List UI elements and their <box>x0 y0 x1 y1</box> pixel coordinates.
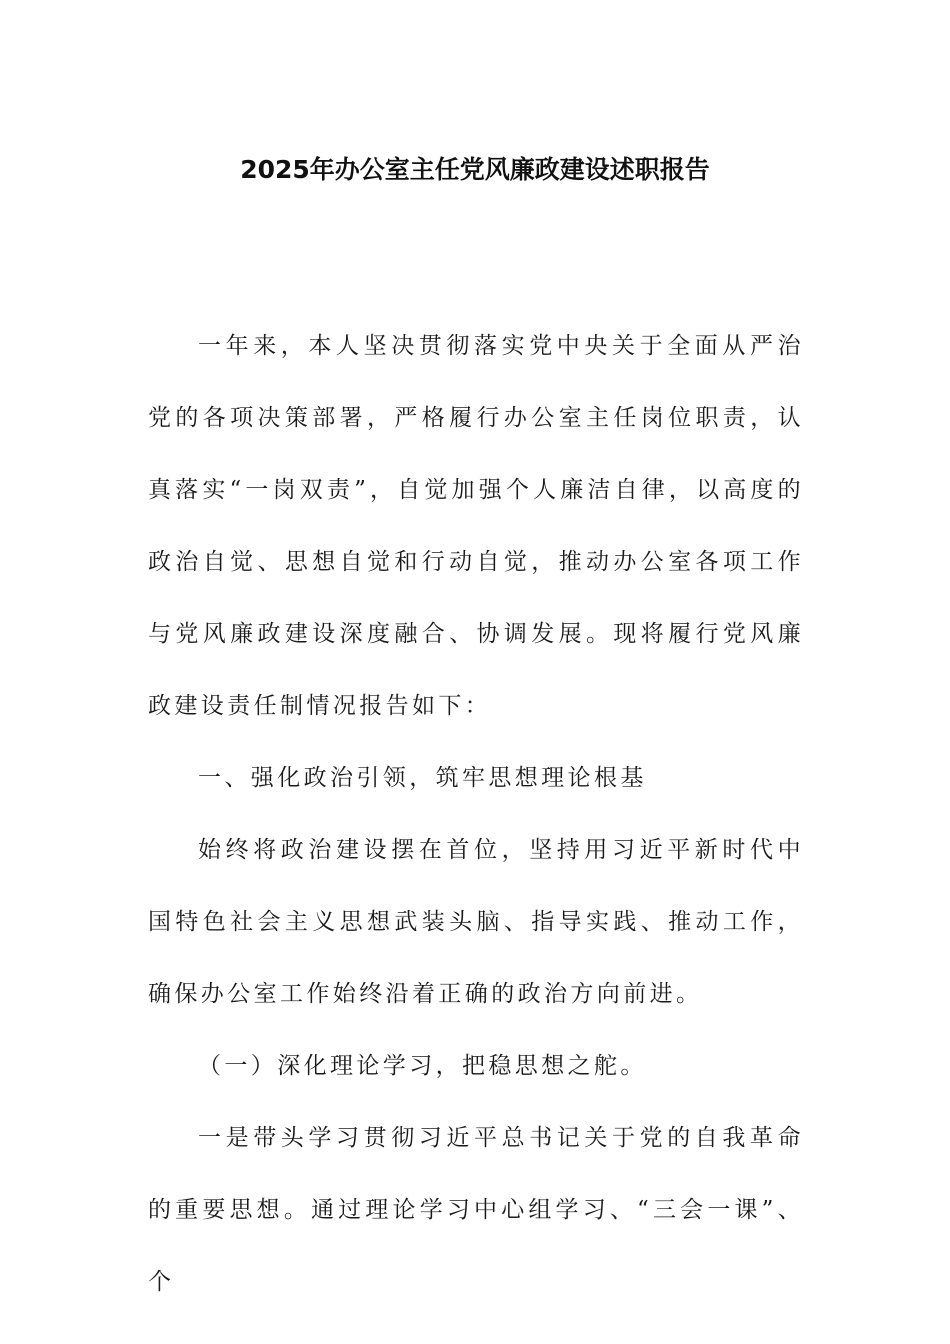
document-body <box>148 310 804 1318</box>
section-1-heading: 一、强化政治引领，筑牢思想理论根基 <box>198 765 647 791</box>
subsection-1-paragraph: 一是带头学习贯彻习近平总书记关于党的自我革命的重要思想。通过理论学习中心组学习、“三会一课”、个 <box>148 1125 804 1295</box>
subsection-1-heading: （一）深化理论学习，把稳思想之舵。 <box>198 1053 647 1079</box>
document-title: 2025年办公室主任党风廉政建设述职报告 <box>240 155 710 184</box>
intro-paragraph: 一年来，本人坚决贯彻落实党中央关于全面从严治党的各项决策部署，严格履行办公室主任岗位职责，认真落实“一岗双责”，自觉加强个人廉洁自律，以高度的政治自觉、思想自觉和行动自觉，推动办公室各项工作与党风廉政建设深度融合、协调发展。现将履行党风廉政建设责任制情况报告如下： <box>148 333 804 719</box>
section-1-paragraph: 始终将政治建设摆在首位，坚持用习近平新时代中国特色社会主义思想武装头脑、指导实践、推动工作，确保办公室工作始终沿着正确的政治方向前进。 <box>148 837 804 1007</box>
